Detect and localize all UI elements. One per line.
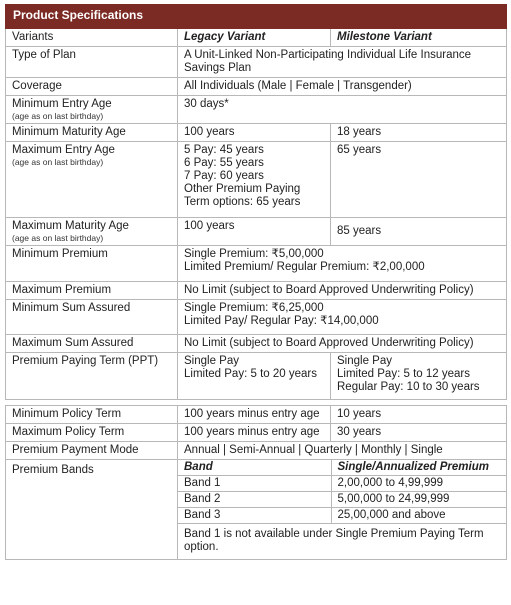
row-label: Maximum Sum Assured (6, 335, 178, 353)
row-label-cell (6, 218, 178, 246)
row-value: Annual | Semi-Annual | Quarterly | Monthly | Single (178, 442, 507, 460)
table-row (6, 29, 507, 47)
milestone-variant-heading: Milestone Variant (331, 29, 507, 47)
legacy-value: 5 Pay: 45 years 6 Pay: 55 years 7 Pay: 60 years Other Premium Paying Term options: 65 years (178, 142, 331, 218)
row-label: Premium Paying Term (PPT) (6, 353, 178, 400)
band-name: Band 2 (178, 492, 331, 508)
product-specifications-table (5, 4, 507, 560)
row-label: Minimum Entry Age (12, 98, 112, 110)
table-title: Product Specifications (6, 5, 507, 29)
table-row (6, 124, 507, 142)
table-row (6, 246, 507, 282)
legacy-value: 100 years (178, 218, 331, 246)
table-row (6, 460, 507, 560)
row-value: No Limit (subject to Board Approved Underwriting Policy) (178, 282, 507, 300)
band-note: Band 1 is not available under Single Premium Paying Term option. (184, 528, 484, 553)
bands-header-row (178, 460, 506, 476)
row-label: Maximum Maturity Age (12, 220, 129, 232)
row-label: Type of Plan (6, 47, 178, 78)
table-row (6, 406, 507, 424)
row-label: Maximum Policy Term (6, 424, 178, 442)
row-value: 30 days* (178, 96, 507, 124)
band-note-row (178, 524, 506, 560)
premium-column-header: Single/Annualized Premium (331, 460, 506, 476)
row-label: Coverage (6, 78, 178, 96)
band-row (178, 508, 506, 524)
row-value: No Limit (subject to Board Approved Underwriting Policy) (178, 335, 507, 353)
premium-bands-cell (178, 460, 507, 560)
table-header-row (6, 5, 507, 29)
row-value: A Unit-Linked Non-Participating Individual Life Insurance Savings Plan (178, 47, 507, 78)
row-value: Single Premium: ₹5,00,000 Limited Premium/ Regular Premium: ₹2,00,000 (178, 246, 507, 282)
band-range: 5,00,000 to 24,99,999 (331, 492, 506, 508)
table-row (6, 78, 507, 96)
row-label: Variants (6, 29, 178, 47)
row-label: Minimum Sum Assured (6, 300, 178, 335)
row-label: Maximum Entry Age (12, 144, 115, 156)
milestone-value: 85 years (331, 218, 507, 246)
band-row (178, 492, 506, 508)
band-name: Band 1 (178, 476, 331, 492)
premium-bands-table (178, 460, 506, 559)
table-row (6, 424, 507, 442)
row-value: All Individuals (Male | Female | Transgender) (178, 78, 507, 96)
table-row (6, 442, 507, 460)
row-label-cell (6, 142, 178, 218)
table-row (6, 353, 507, 400)
row-label: Minimum Policy Term (6, 406, 178, 424)
band-column-header: Band (178, 460, 331, 476)
table-row (6, 142, 507, 218)
milestone-value: 30 years (331, 424, 507, 442)
milestone-value: 10 years (331, 406, 507, 424)
row-sublabel: (age as on last birthday) (12, 157, 104, 167)
legacy-value: Single Pay Limited Pay: 5 to 20 years (178, 353, 331, 400)
row-label-cell (6, 96, 178, 124)
row-label: Premium Payment Mode (6, 442, 178, 460)
band-range: 25,00,000 and above (331, 508, 506, 524)
table-row (6, 282, 507, 300)
row-label: Minimum Maturity Age (6, 124, 178, 142)
table-row (6, 47, 507, 78)
milestone-value: 18 years (331, 124, 507, 142)
row-label: Minimum Premium (6, 246, 178, 282)
table-row (6, 96, 507, 124)
row-label: Premium Bands (6, 460, 178, 560)
milestone-value: Single Pay Limited Pay: 5 to 12 years Regular Pay: 10 to 30 years (331, 353, 507, 400)
milestone-value: 65 years (331, 142, 507, 218)
legacy-variant-heading: Legacy Variant (178, 29, 331, 47)
table-row (6, 218, 507, 246)
row-value: Single Premium: ₹6,25,000 Limited Pay/ Regular Pay: ₹14,00,000 (178, 300, 507, 335)
band-row (178, 476, 506, 492)
row-label: Maximum Premium (6, 282, 178, 300)
legacy-value: 100 years minus entry age (178, 406, 331, 424)
row-sublabel: (age as on last birthday) (12, 111, 104, 121)
legacy-value: 100 years (178, 124, 331, 142)
band-name: Band 3 (178, 508, 331, 524)
band-range: 2,00,000 to 4,99,999 (331, 476, 506, 492)
row-sublabel: (age as on last birthday) (12, 233, 104, 243)
legacy-value: 100 years minus entry age (178, 424, 331, 442)
table-row (6, 335, 507, 353)
table-row (6, 300, 507, 335)
